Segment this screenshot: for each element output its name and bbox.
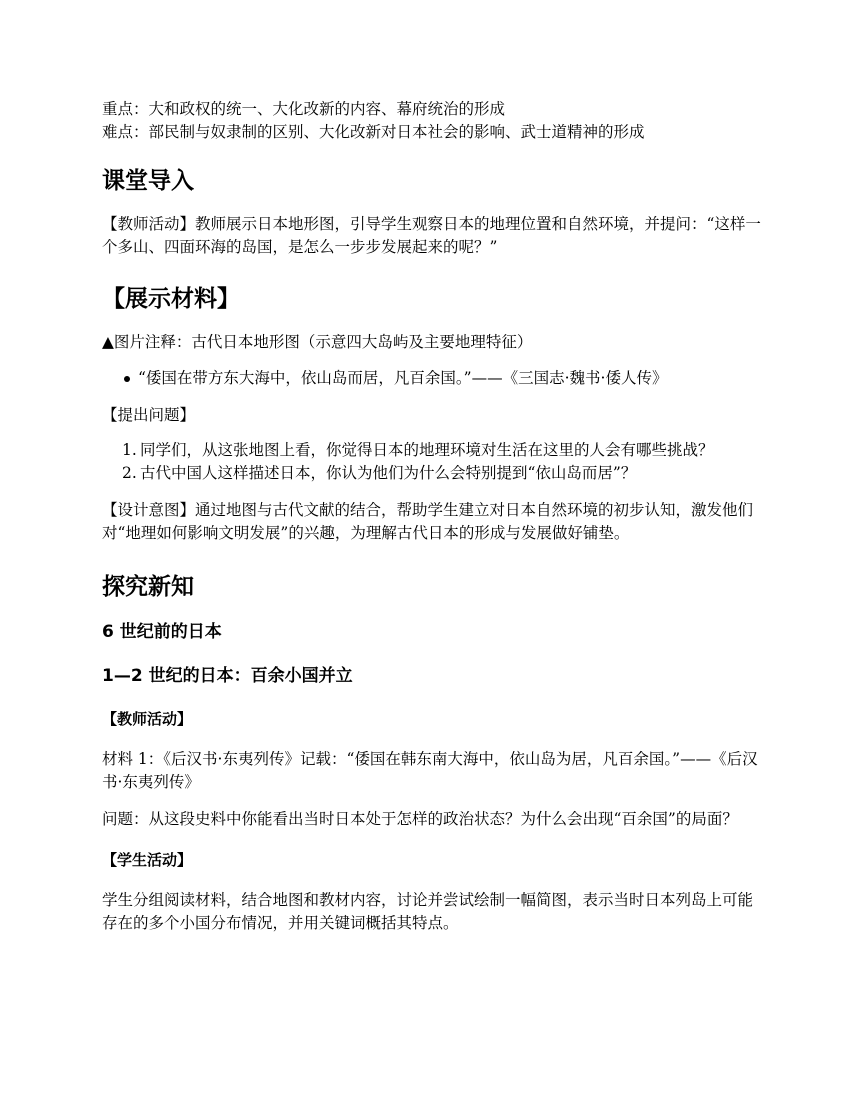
intro-heading: 课堂导入	[102, 168, 194, 194]
question-number: 1.	[122, 441, 137, 459]
intro-teacher-activity: 【教师活动】教师展示日本地形图，引导学生观察日本的地理位置和自然环境，并提问：“这样一个多山、四面环海的岛国，是怎么一步步发展起来的呢？”	[102, 215, 761, 256]
section-heading-1-2-century: 1—2 世纪的日本：百余小国并立	[102, 666, 353, 686]
question-paragraph: 问题：从这段史料中你能看出当时日本处于怎样的政治状态？为什么会出现“百余国”的局面？	[102, 810, 738, 828]
sub-heading-pre-6th-century: 6 世纪前的日本	[102, 622, 222, 642]
student-activity-label: 【学生活动】	[102, 851, 193, 869]
question-list	[102, 439, 762, 485]
quote-item: “倭国在带方东大海中，依山岛而居，凡百余国。”——《三国志·魏书·倭人传》	[138, 367, 762, 390]
difficulties-text: 难点：部民制与奴隶制的区别、大化改新对日本社会的影响、武士道精神的形成	[102, 123, 645, 141]
questions-label: 【提出问题】	[102, 406, 196, 424]
material-1-text: 材料 1：《后汉书·东夷列传》记载：“倭国在韩东南大海中，依山岛为居，凡百余国。”——《后汉书·东夷列传》	[102, 750, 758, 791]
question-text: 古代中国人这样描述日本，你认为他们为什么会特别提到“依山岛而居”？	[140, 464, 637, 482]
key-points-text: 重点：大和政权的统一、大化改新的内容、幕府统治的形成	[102, 100, 506, 118]
materials-heading: 【展示材料】	[102, 286, 240, 312]
question-item	[122, 439, 762, 462]
question-number: 2.	[122, 464, 137, 482]
question-text: 同学们，从这张地图上看，你觉得日本的地理环境对生活在这里的人会有哪些挑战？	[140, 441, 714, 459]
image-caption: ▲图片注释：古代日本地形图（示意四大岛屿及主要地理特征）	[102, 333, 533, 351]
question-item	[122, 462, 762, 485]
student-activity-text: 学生分组阅读材料，结合地图和教材内容，讨论并尝试绘制一幅简图，表示当时日本列岛上可能存在的多个小国分布情况，并用关键词概括其特点。	[102, 891, 754, 932]
explore-heading: 探究新知	[102, 574, 194, 600]
teacher-activity-label: 【教师活动】	[102, 710, 193, 728]
quote-list	[102, 367, 762, 390]
design-intent-text: 【设计意图】通过地图与古代文献的结合，帮助学生建立对日本自然环境的初步认知，激发他们对“地理如何影响文明发展”的兴趣，为理解古代日本的形成与发展做好铺垫。	[102, 501, 754, 542]
document-page	[102, 98, 762, 935]
